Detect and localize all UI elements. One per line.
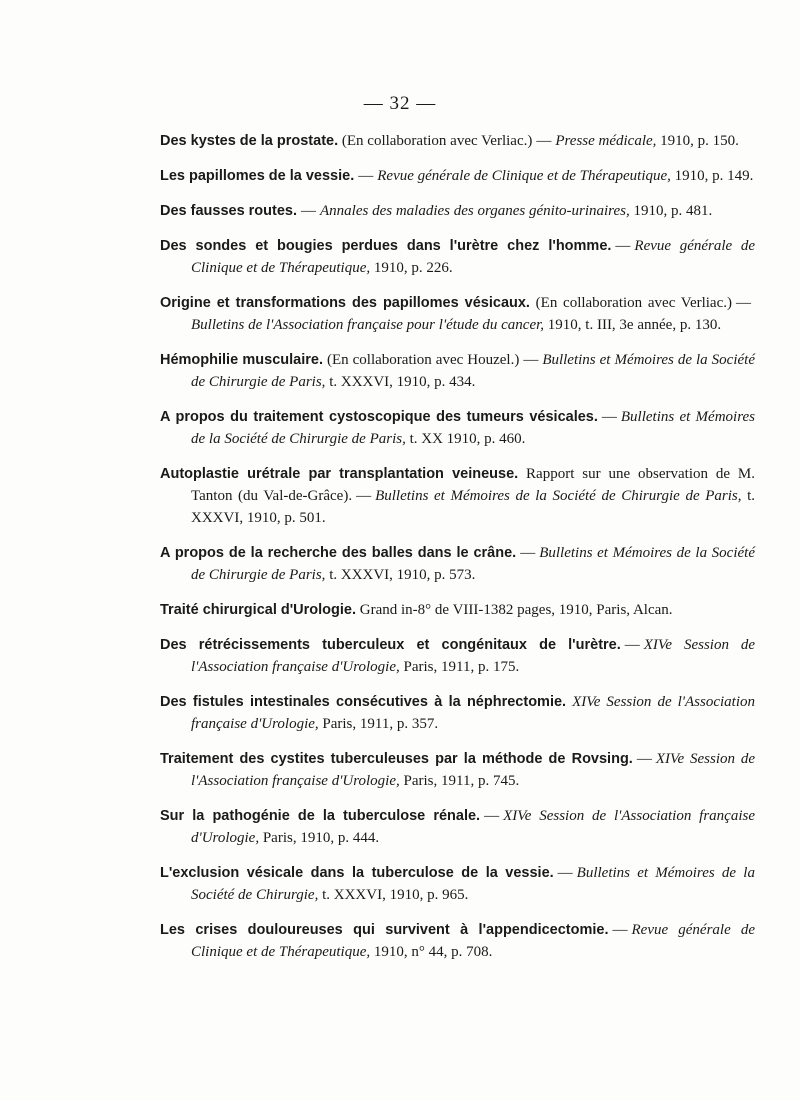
entry-details: 1910, p. 226.	[370, 260, 453, 276]
entry-source: Annales des maladies des organes génito-urinaires,	[320, 203, 630, 219]
entry-title: Origine et transformations des papillomes vésicaux.	[160, 295, 530, 311]
entry-title: Traité chirurgical d'Urologie.	[160, 602, 357, 618]
entry-note: Rapport sur une observation de M. Tanton (du Val-de-Grâce).	[191, 466, 755, 504]
entry-dash: —	[557, 865, 573, 881]
entry-note: (En collaboration avec Houzel.)	[323, 352, 520, 368]
bibliography-entry	[160, 463, 755, 529]
entry-details: 1910, p. 481.	[629, 203, 713, 219]
bibliography-entry	[160, 805, 755, 849]
bibliography-entry	[160, 349, 755, 393]
entry-title: Des fausses routes.	[160, 203, 298, 219]
entry-title: L'exclusion vésicale dans la tuberculose de la vessie.	[160, 865, 554, 881]
entry-details: Paris, 1911, p. 745.	[399, 773, 520, 789]
entry-title: A propos du traitement cystoscopique des tumeurs vésicales.	[160, 409, 598, 425]
entry-dash: —	[601, 409, 617, 425]
entry-dash: —	[520, 545, 536, 561]
entry-dash: —	[736, 295, 751, 311]
entry-title: Hémophilie musculaire.	[160, 352, 324, 368]
entry-source: Revue générale de Clinique et de Thérapeutique,	[191, 238, 755, 276]
entry-title: Des sondes et bougies perdues dans l'urètre chez l'homme.	[160, 238, 612, 254]
entry-title: Des kystes de la prostate.	[160, 133, 339, 149]
entry-title: Les papillomes de la vessie.	[160, 168, 355, 184]
bibliography-entry	[160, 542, 755, 586]
bibliography-entry	[160, 165, 755, 187]
entry-details: 1910, p. 149.	[670, 168, 754, 184]
bibliography-entry	[160, 406, 755, 450]
entry-details: t. XXXVI, 1910, p. 434.	[325, 374, 476, 390]
entry-source: XIVe Session de l'Association française d'Urologie,	[191, 637, 755, 675]
entry-source: Bulletins et Mémoires de la Société de Chirurgie de Paris,	[375, 488, 742, 504]
entry-title: Des rétrécissements tuberculeux et congénitaux de l'urètre.	[160, 637, 621, 653]
bibliography-entry	[160, 748, 755, 792]
entry-dash: —	[523, 352, 539, 368]
entry-dash: —	[615, 238, 631, 254]
entry-details: Paris, 1911, p. 175.	[399, 659, 520, 675]
entry-details: t. XXXVI, 1910, p. 965.	[318, 887, 469, 903]
entry-details: Paris, 1911, p. 357.	[318, 716, 439, 732]
entry-details: t. XXXVI, 1910, p. 501.	[191, 488, 755, 526]
entry-source: XIVe Session de l'Association française d'Urologie,	[191, 694, 755, 732]
entry-note: Grand in-8° de VIII-1382 pages, 1910, Paris, Alcan.	[356, 602, 673, 618]
entry-details: t. XX 1910, p. 460.	[405, 431, 526, 447]
entry-details: 1910, t. III, 3e année, p. 130.	[544, 317, 722, 333]
entry-source: Revue générale de Clinique et de Thérapeutique,	[191, 922, 755, 960]
entry-dash: —	[624, 637, 640, 653]
entry-dash: —	[536, 133, 552, 149]
entry-source: XIVe Session de l'Association française d'Urologie,	[191, 808, 755, 846]
bibliography-entry	[160, 130, 755, 152]
entry-source: Bulletins de l'Association française pour l'étude du cancer,	[191, 317, 545, 333]
entry-source: Revue générale de Clinique et de Thérapeutique,	[377, 168, 671, 184]
entry-dash: —	[301, 203, 317, 219]
entry-source: Bulletins et Mémoires de la Société de Chirurgie de Paris,	[191, 545, 755, 583]
entry-title: Autoplastie urétrale par transplantation veineuse.	[160, 466, 519, 482]
entry-note: (En collaboration avec Verliac.)	[529, 295, 732, 311]
entry-source: Bulletins et Mémoires de la Société de Chirurgie de Paris,	[191, 409, 755, 447]
bibliography-entry	[160, 235, 755, 279]
bibliography-entry	[160, 200, 755, 222]
entry-dash: —	[612, 922, 628, 938]
bibliography-list	[160, 130, 755, 976]
bibliography-entry	[160, 599, 755, 621]
entry-details: 1910, n° 44, p. 708.	[370, 944, 493, 960]
entry-source: Bulletins et Mémoires de la Société de Chirurgie,	[191, 865, 755, 903]
entry-note: (En collaboration avec Verliac.)	[338, 133, 533, 149]
bibliography-entry	[160, 862, 755, 906]
entry-details: Paris, 1910, p. 444.	[259, 830, 380, 846]
entry-details: 1910, p. 150.	[656, 133, 739, 149]
entry-title: Des fistules intestinales consécutives à la néphrectomie.	[160, 694, 567, 710]
entry-details: t. XXXVI, 1910, p. 573.	[325, 567, 476, 583]
bibliography-entry	[160, 691, 755, 735]
entry-source: XIVe Session de l'Association française d'Urologie,	[191, 751, 756, 789]
entry-dash: —	[636, 751, 652, 767]
entry-source: Bulletins et Mémoires de la Société de Chirurgie de Paris,	[191, 352, 755, 390]
entry-title: Sur la pathogénie de la tuberculose rénale.	[160, 808, 481, 824]
entry-title: Les crises douloureuses qui survivent à l'appendicectomie.	[160, 922, 609, 938]
entry-source: Presse médicale,	[555, 133, 657, 149]
entry-dash: —	[484, 808, 500, 824]
bibliography-entry	[160, 292, 755, 336]
entry-title: Traitement des cystites tuberculeuses par la méthode de Rovsing.	[160, 751, 633, 767]
entry-title: A propos de la recherche des balles dans le crâne.	[160, 545, 517, 561]
page-number: — 32 —	[363, 93, 437, 114]
entry-dash: —	[356, 488, 372, 504]
entry-dash: —	[358, 168, 374, 184]
bibliography-entry	[160, 634, 755, 678]
bibliography-entry	[160, 919, 755, 963]
